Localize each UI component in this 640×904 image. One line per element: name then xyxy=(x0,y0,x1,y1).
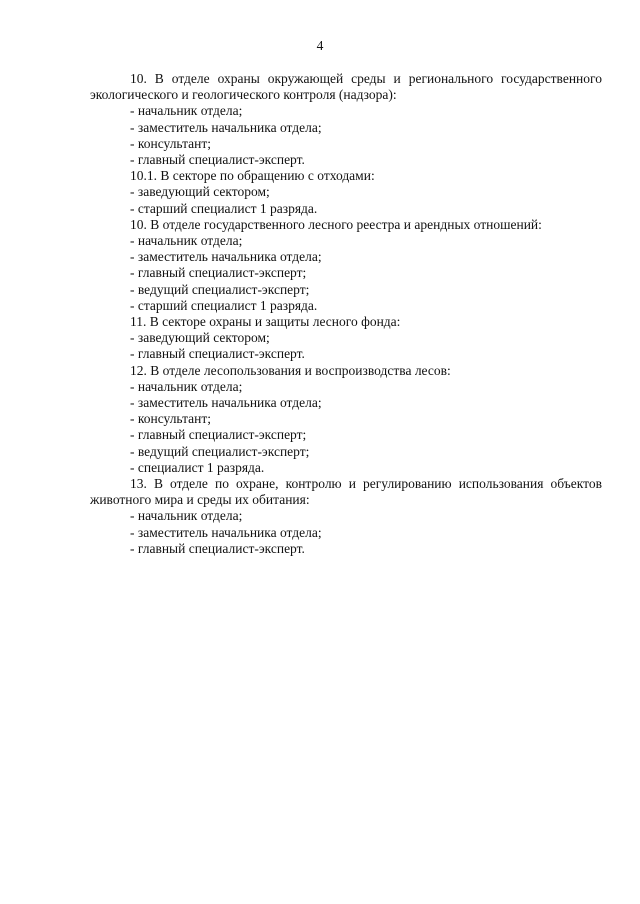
section-block xyxy=(90,476,602,557)
section-heading: 13. В отделе по охране, контролю и регулированию использования объектов животного мира и среды их обитания: xyxy=(90,476,602,508)
position-item: - начальник отдела; xyxy=(130,103,243,119)
position-item: - старший специалист 1 разряда. xyxy=(130,200,318,216)
page-number: 4 xyxy=(316,38,324,53)
section-heading: 10. В отделе государственного лесного реестра и арендных отношений: xyxy=(130,216,542,232)
position-item: - главный специалист-эксперт. xyxy=(130,346,305,362)
position-item: - заместитель начальника отдела; xyxy=(130,249,322,265)
position-item: - заместитель начальника отдела; xyxy=(130,524,322,540)
section-heading: 10.1. В секторе по обращению с отходами: xyxy=(130,168,375,184)
section-block xyxy=(90,363,602,476)
position-item: - главный специалист-эксперт. xyxy=(130,152,305,168)
section-block xyxy=(90,71,602,168)
section-heading: 12. В отделе лесопользования и воспроизводства лесов: xyxy=(130,362,451,378)
position-item: - начальник отдела; xyxy=(130,508,243,524)
position-item: - начальник отдела; xyxy=(130,233,243,249)
position-item: - главный специалист-эксперт; xyxy=(130,265,307,281)
position-item: - ведущий специалист-эксперт; xyxy=(130,443,310,459)
position-item: - главный специалист-эксперт; xyxy=(130,427,307,443)
position-item: - заведующий сектором; xyxy=(130,184,270,200)
section-block xyxy=(90,314,602,363)
staff-list xyxy=(90,71,602,557)
position-item: - начальник отдела; xyxy=(130,378,243,394)
position-item: - старший специалист 1 разряда. xyxy=(130,297,318,313)
position-item: - специалист 1 разряда. xyxy=(130,459,265,475)
section-block xyxy=(90,168,602,217)
section-block xyxy=(90,217,602,314)
position-item: - консультант; xyxy=(130,135,211,151)
section-heading: 11. В секторе охраны и защиты лесного фонда: xyxy=(130,314,401,330)
position-item: - заведующий сектором; xyxy=(130,330,270,346)
section-heading: 10. В отделе охраны окружающей среды и регионального государственного экологического и геологического контроля (надзора): xyxy=(90,71,602,103)
position-item: - заместитель начальника отдела; xyxy=(130,119,322,135)
position-item: - ведущий специалист-эксперт; xyxy=(130,281,310,297)
position-item: - главный специалист-эксперт. xyxy=(130,540,305,556)
position-item: - консультант; xyxy=(130,411,211,427)
position-item: - заместитель начальника отдела; xyxy=(130,395,322,411)
